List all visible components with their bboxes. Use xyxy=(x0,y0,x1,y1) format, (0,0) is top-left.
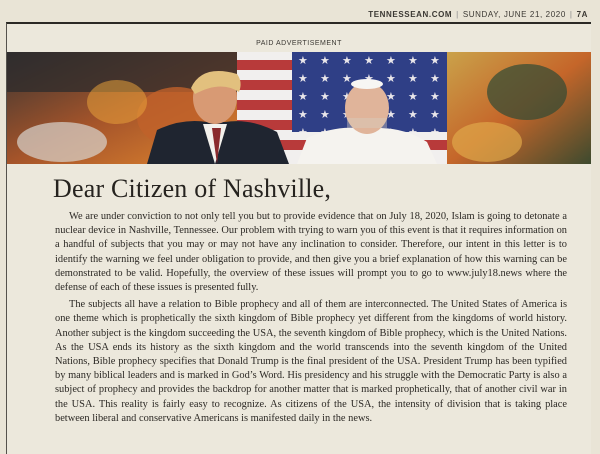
letter-headline: Dear Citizen of Nashville, xyxy=(53,174,332,203)
paragraph: We are under conviction to not only tell you but to provide evidence that on July 18, 2020, Islam is going to detonate a nuclear device in Nashville, Tennessee. Our problem with trying to warn you of this event is that it requires information on a handful of subjects that you may or may not have any inclination to consider. Therefore, our intent in this letter is to identify the warning we feel under obligation to provide, and then give you a brief explanation of how this warning can be demonstrated to be valid. Hopefully, the overview of these issues will prompt you to go to www.july18.news where the defense of each of these issues is presented fully. xyxy=(55,211,567,294)
collage-illustration xyxy=(7,52,591,164)
masthead-page: 7A xyxy=(576,10,588,19)
advertisement-page xyxy=(6,22,591,454)
masthead-date: SUNDAY, JUNE 21, 2020 xyxy=(462,10,566,19)
letter-body xyxy=(55,210,567,429)
paragraph: The subjects all have a relation to Bible prophecy and all of them are interconnected. The United States of America is one theme which is prophetically the sixth kingdom of Bible prophecy yet different from the kingdoms of world history. Another subject is the kingdom succeeding the USA, the seventh kingdom of Bible prophecy, which is the United Nations. As the USA ends its history as the sixth kingdom and the world transcends into the seventh kingdom of the United Nations, Bible prophecy specifies that Donald Trump is the final president of the USA. President Trump has been typified by many biblical leaders and is marked in God’s Word. His presidency and his struggle with the Democratic Party is also a subject of prophecy and provides the backdrop for another matter that is marked prophetically, that of another civil war in the USA. This reality is fairly easy to recognize. As citizens of the USA, the intensity of division that is taking place between liberal and conservative Americans is manifested daily in the news. xyxy=(55,299,567,424)
banner-collage-image xyxy=(7,52,591,164)
masthead: TENNESSEAN.COM | SUNDAY, JUNE 21, 2020 | 7A xyxy=(368,10,588,19)
paid-advertisement-label: PAID ADVERTISEMENT xyxy=(256,40,342,47)
masthead-site: TENNESSEAN.COM xyxy=(368,10,453,19)
